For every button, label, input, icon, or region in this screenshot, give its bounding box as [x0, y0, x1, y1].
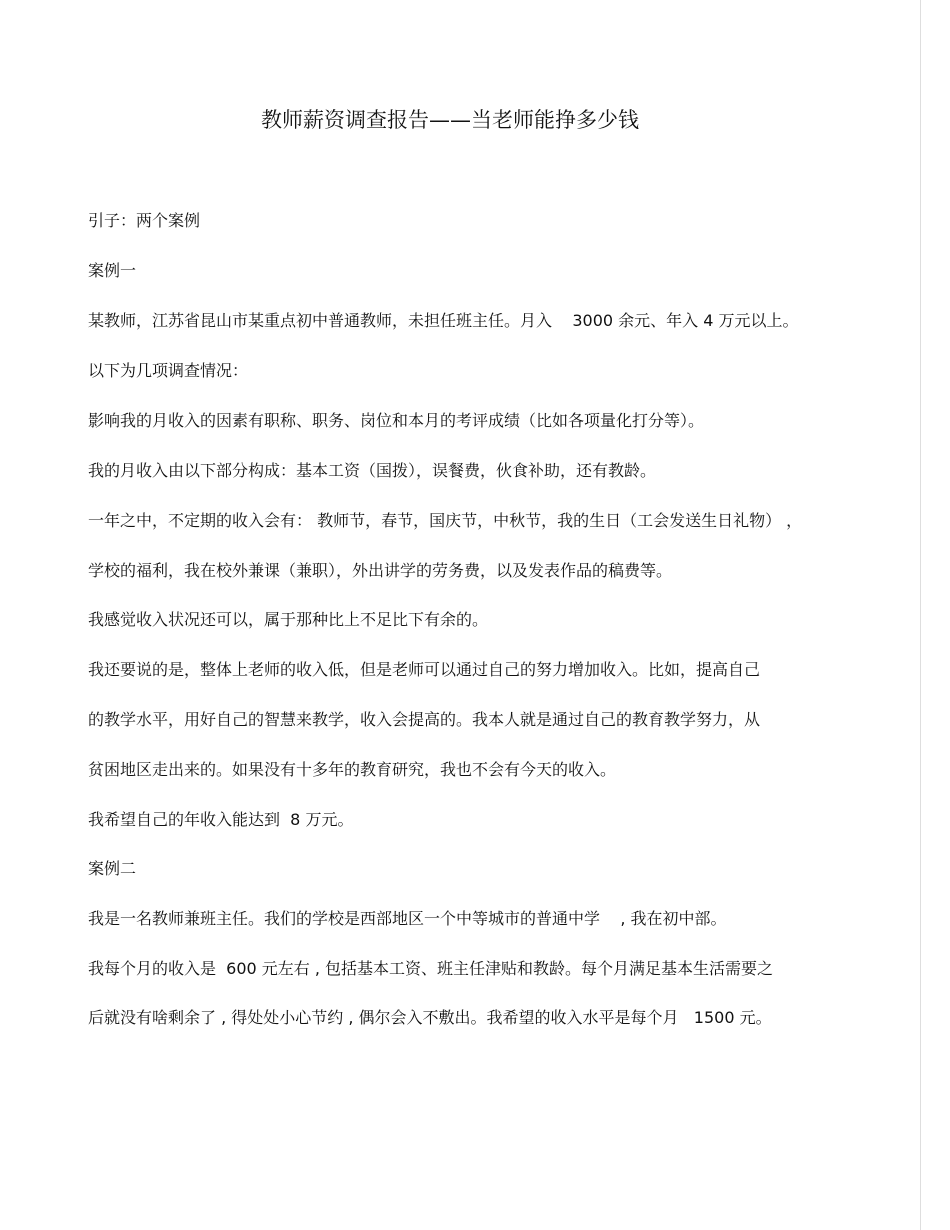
- page-edge-divider: [920, 0, 921, 1230]
- paragraph-line: 我每个月的收入是 600 元左右 , 包括基本工资、班主任津贴和教龄。每个月满足基本生活需要之: [88, 959, 774, 978]
- document-title: 教师薪资调查报告——当老师能挣多少钱: [261, 108, 639, 132]
- paragraph-line: 我希望自己的年收入能达到 8 万元。: [88, 810, 354, 829]
- paragraph-line: 某教师，江苏省昆山市某重点初中普通教师，未担任班主任。月入 3000 余元、年入 4 万元以上。: [88, 311, 799, 330]
- paragraph-line: 的教学水平，用好自己的智慧来教学，收入会提高的。我本人就是通过自己的教育教学努力，从: [88, 710, 761, 729]
- paragraph-line: 贫困地区走出来的。如果没有十多年的教育研究，我也不会有今天的收入。: [88, 760, 617, 779]
- paragraph-line: 影响我的月收入的因素有职称、职务、岗位和本月的考评成绩（比如各项量化打分等）。: [88, 411, 705, 430]
- paragraph-line: 一年之中，不定期的收入会有： 教师节，春节，国庆节，中秋节，我的生日（工会发送生日礼物） ，: [88, 511, 803, 530]
- paragraph-line: 以下为几项调查情况：: [88, 361, 249, 380]
- paragraph-line: 后就没有啥剩余了 , 得处处小心节约 , 偶尔会入不敷出。我希望的收入水平是每个月 1500 元。: [88, 1008, 772, 1027]
- paragraph-line: 学校的福利，我在校外兼课（兼职），外出讲学的劳务费，以及发表作品的稿费等。: [88, 561, 673, 580]
- paragraph-line: 我的月收入由以下部分构成：基本工资（国拨），误餐费，伙食补助，还有教龄。: [88, 461, 657, 480]
- paragraph-line: 案例一: [88, 261, 137, 280]
- paragraph-line: 我感觉收入状况还可以，属于那种比上不足比下有余的。: [88, 610, 489, 629]
- paragraph-line: 引子：两个案例: [88, 211, 201, 230]
- paragraph-line: 我还要说的是，整体上老师的收入低，但是老师可以通过自己的努力增加收入。比如，提高自己: [88, 660, 761, 679]
- paragraph-line: 我是一名教师兼班主任。我们的学校是西部地区一个中等城市的普通中学 , 我在初中部。: [88, 909, 727, 928]
- paragraph-line: 案例二: [88, 859, 137, 878]
